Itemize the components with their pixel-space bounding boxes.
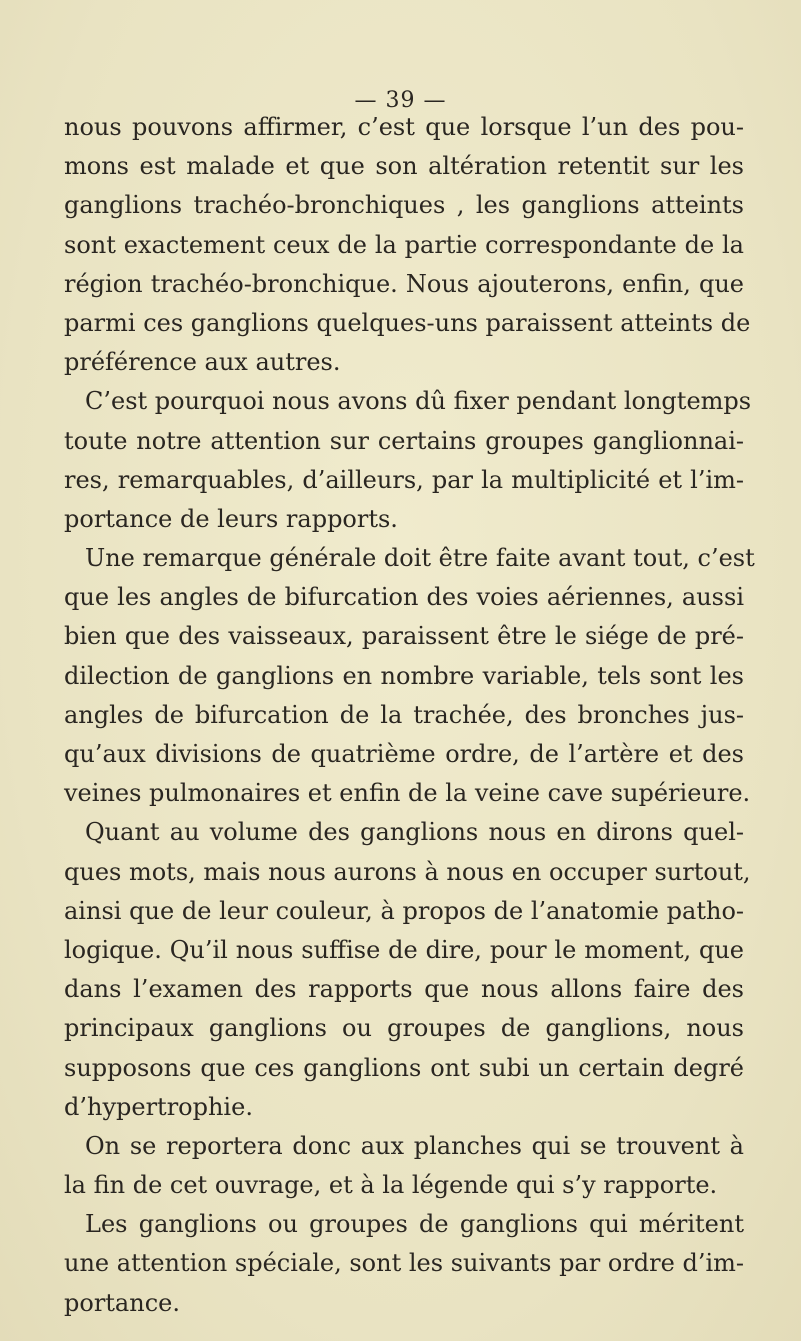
text-line: dilection de ganglions en nombre variable, tels sont les xyxy=(64,661,744,690)
text-line: dans l’examen des rapports que nous allons faire des xyxy=(64,975,744,1004)
text-line: principaux ganglions ou groupes de ganglions, nous xyxy=(64,1014,744,1043)
text-line: ganglions trachéo-bronchiques , les ganglions atteints xyxy=(64,191,744,220)
text-line: ainsi que de leur couleur, à propos de l’anatomie patho- xyxy=(64,896,744,925)
text-line: veines pulmonaires et enfin de la veine cave supérieure. xyxy=(64,779,751,808)
text-line: qu’aux divisions de quatrième ordre, de l’artère et des xyxy=(64,740,744,768)
text-line: ques mots, mais nous aurons à nous en occuper surtout, xyxy=(64,857,751,886)
text-line: région trachéo-bronchique. Nous ajouterons, enfin, que xyxy=(64,269,744,298)
text-line: C’est pourquoi nous avons dû fixer pendant longtemps xyxy=(85,387,752,416)
page-number: — 39 — xyxy=(354,88,447,113)
text-line: angles de bifurcation de la trachée, des bronches jus- xyxy=(64,700,744,729)
text-line: une attention spéciale, sont les suivants par ordre d’im- xyxy=(64,1249,744,1278)
text-line: Les ganglions ou groupes de ganglions qui méritent xyxy=(85,1210,744,1239)
text-line: portance de leurs rapports. xyxy=(64,504,398,533)
text-line: mons est malade et que son altération retentit sur les xyxy=(64,152,744,181)
text-line: parmi ces ganglions quelques-uns paraissent atteints de xyxy=(64,308,751,337)
text-line: supposons que ces ganglions ont subi un certain degré xyxy=(64,1053,744,1082)
text-line: res, remarquables, d’ailleurs, par la multiplicité et l’im- xyxy=(64,465,744,494)
text-line: Une remarque générale doit être faite avant tout, c’est xyxy=(85,544,755,573)
body-text xyxy=(64,108,755,1323)
text-line: d’hypertrophie. xyxy=(64,1092,253,1121)
text-line: toute notre attention sur certains groupes ganglionnai- xyxy=(64,426,744,455)
text-line: la fin de cet ouvrage, et à la légende qui s’y rapporte. xyxy=(64,1171,718,1200)
text-line: que les angles de bifurcation des voies aériennes, aussi xyxy=(64,583,744,612)
text-line: préférence aux autres. xyxy=(64,348,341,377)
text-line: sont exactement ceux de la partie correspondante de la xyxy=(64,230,744,259)
text-line: logique. Qu’il nous suffise de dire, pour le moment, que xyxy=(64,935,744,964)
text-line: nous pouvons affirmer, c’est que lorsque l’un des pou- xyxy=(64,113,744,141)
text-line: Quant au volume des ganglions nous en dirons quel- xyxy=(85,818,744,847)
text-line: bien que des vaisseaux, paraissent être le siége de pré- xyxy=(64,622,744,651)
text-line: portance. xyxy=(64,1288,180,1317)
text-line: On se reportera donc aux planches qui se trouvent à xyxy=(85,1131,744,1160)
